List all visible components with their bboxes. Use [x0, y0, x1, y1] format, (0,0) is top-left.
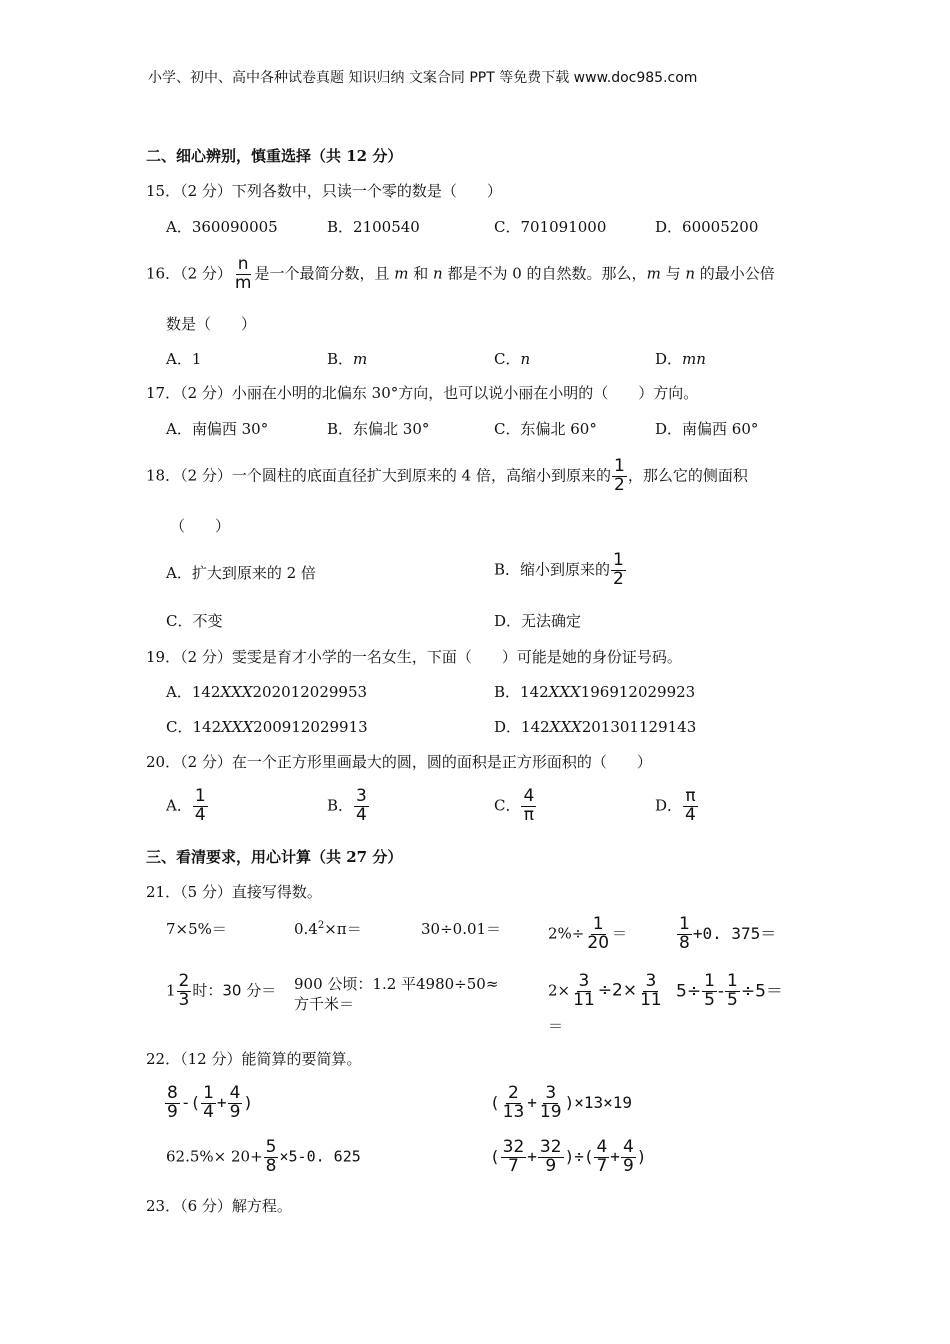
numerator: 1	[679, 914, 690, 934]
expr-text: )	[243, 1092, 254, 1112]
fraction	[611, 552, 626, 589]
denominator: 9	[167, 1101, 178, 1122]
question-18-stem	[146, 458, 748, 495]
question-19-stem: 19．（2 分）雯雯是育才小学的一名女生，下面（ ）可能是她的身份证号码。	[146, 648, 682, 666]
numerator: 1	[203, 1083, 214, 1103]
option-a: A．南偏西 30°	[166, 420, 269, 438]
expr-text: +	[216, 1092, 227, 1112]
option-b	[327, 788, 370, 825]
expr-text: 5÷	[676, 981, 702, 1002]
numerator: π	[685, 786, 696, 806]
numerator: n	[237, 254, 249, 274]
fraction	[177, 973, 192, 1010]
expr-text: 1	[166, 981, 176, 1000]
expression: ＝	[548, 1017, 564, 1035]
question-16-stem	[146, 256, 775, 293]
fraction	[354, 788, 369, 825]
option-b	[494, 552, 627, 589]
question-20-stem: 20．（2 分）在一个正方形里画最大的圆，圆的面积是正方形面积的（ ）	[146, 753, 652, 771]
stem-text: 与	[660, 264, 686, 283]
fraction	[538, 1139, 564, 1176]
option-text: D．142	[494, 718, 550, 736]
expr-text: +0. 375＝	[692, 923, 777, 943]
option-label: D．	[655, 796, 683, 815]
fraction	[228, 1085, 243, 1122]
denominator: 5	[704, 989, 715, 1010]
expr-text: )×13×19	[564, 1092, 632, 1112]
question-23-stem: 23．（6 分）解方程。	[146, 1197, 292, 1215]
numerator: 8	[167, 1083, 178, 1103]
option-a	[166, 683, 367, 701]
expression	[166, 973, 276, 1010]
expr-text: +	[527, 1146, 537, 1166]
option-text: 196912029923	[580, 683, 696, 701]
question-16-stem-line2: 数是（ ）	[166, 315, 257, 333]
numerator: 2	[508, 1083, 519, 1103]
denominator: 3	[178, 989, 190, 1010]
exponent: 2	[317, 920, 325, 931]
expr-text: ÷5＝	[740, 981, 783, 1002]
option-text: XXX	[221, 718, 254, 736]
numerator: 1	[613, 550, 624, 570]
expression	[548, 973, 665, 1010]
numerator: 32	[502, 1137, 525, 1157]
expression	[164, 1085, 253, 1122]
question-15-stem: 15．（2 分）下列各数中，只读一个零的数是（ ）	[146, 182, 502, 200]
expr-text: -(	[180, 1092, 201, 1112]
numerator: 4	[596, 1137, 608, 1157]
expression	[548, 916, 627, 953]
var-n: n	[685, 264, 696, 283]
option-label: D．	[655, 350, 683, 368]
expression: 方千米＝	[294, 995, 355, 1013]
option-text: 200912029913	[253, 718, 368, 736]
numerator: 2	[178, 971, 190, 991]
denominator: 11	[640, 989, 662, 1010]
expression: 900 公顷：1.2 平	[294, 975, 417, 993]
option-b	[494, 683, 695, 701]
numerator: 4	[523, 786, 535, 806]
denominator: 9	[622, 1155, 634, 1176]
option-text: A．142	[166, 683, 221, 701]
option-d: D．无法确定	[494, 612, 582, 630]
fraction	[501, 1085, 527, 1122]
expr-text: )	[636, 1146, 647, 1166]
expr-text: 时：30 分＝	[192, 981, 277, 1000]
option-text: C．142	[166, 718, 222, 736]
option-d: D．60005200	[655, 218, 759, 236]
denominator: 8	[265, 1155, 277, 1176]
denominator: 4	[203, 1101, 214, 1122]
option-label: C．	[494, 350, 521, 368]
numerator: 3	[356, 786, 367, 806]
numerator: 1	[727, 971, 738, 991]
stem-text: 和	[408, 264, 434, 283]
expression: 30÷0.01＝	[421, 920, 502, 938]
expr-text: 62.5%× 20+	[166, 1147, 263, 1166]
fraction	[585, 916, 611, 953]
option-d	[494, 718, 696, 736]
option-text: 202012029953	[252, 683, 368, 701]
option-text: XXX	[220, 683, 253, 701]
denominator: 4	[356, 804, 367, 825]
fraction	[501, 1139, 527, 1176]
fraction	[621, 1139, 636, 1176]
expr-text: (	[490, 1146, 500, 1166]
denominator: 7	[508, 1155, 519, 1176]
denominator: 2	[613, 568, 624, 589]
denominator: 13	[502, 1101, 525, 1122]
fraction	[725, 973, 740, 1010]
option-a: A．360090005	[166, 218, 278, 236]
expression: 7×5%＝	[166, 920, 227, 938]
option-label: C．	[494, 796, 521, 815]
expr-text: ÷2×	[597, 980, 638, 1001]
expr-text: ＝	[612, 924, 628, 943]
expression: 4980÷50≈	[416, 975, 499, 993]
fraction	[638, 973, 664, 1010]
stem-text: 18．（2 分）一个圆柱的底面直径扩大到原来的 4 倍，高缩小到原来的	[146, 466, 611, 485]
fraction	[201, 1085, 216, 1122]
expression	[166, 1139, 361, 1176]
stem-text: 都是不为 0 的自然数。那么，	[442, 264, 647, 283]
expr-text: +	[610, 1146, 620, 1166]
numerator: 1	[613, 456, 625, 476]
fraction	[612, 458, 627, 495]
stem-text: ，那么它的侧面积	[627, 466, 748, 485]
expr-text: 2%÷	[548, 924, 585, 943]
denominator: 20	[587, 932, 610, 953]
numerator: 1	[194, 786, 206, 806]
expression	[490, 1085, 632, 1122]
option-text: XXX	[549, 718, 582, 736]
fraction	[538, 1085, 564, 1122]
expr-text: -	[717, 981, 725, 1002]
expression	[490, 1139, 646, 1176]
option-c: C．701091000	[494, 218, 607, 236]
option-label: B．	[327, 796, 354, 815]
option-label: B．	[327, 350, 354, 368]
option-b: B．东偏北 30°	[327, 420, 430, 438]
option-text: XXX	[548, 683, 581, 701]
denominator: 8	[679, 932, 690, 953]
denominator: 4	[194, 804, 206, 825]
option-c	[494, 788, 537, 825]
option-d: D．南偏西 60°	[655, 420, 759, 438]
numerator: 4	[622, 1137, 634, 1157]
denominator: 2	[613, 474, 625, 495]
option-a: A．1	[166, 350, 202, 368]
fraction	[594, 1139, 609, 1176]
expr-text: )÷(	[564, 1146, 594, 1166]
question-17-stem: 17．（2 分）小丽在小明的北偏东 30°方向，也可以说小丽在小明的（ ）方向。	[146, 384, 699, 402]
fraction	[233, 256, 254, 293]
fraction	[193, 788, 208, 825]
option-value: mn	[682, 350, 706, 368]
page-header: 小学、初中、高中各种试卷真题 知识归纳 文案合同 PPT 等免费下载 www.doc985.com	[148, 70, 698, 86]
expr-text: ×5-0. 625	[279, 1147, 361, 1166]
var-n: n	[433, 264, 443, 283]
option-a: A．扩大到原来的 2 倍	[166, 564, 316, 582]
expr-text: (	[490, 1092, 500, 1112]
numerator: 3	[578, 971, 590, 991]
option-label: A．	[166, 796, 192, 815]
option-text: B．142	[494, 683, 549, 701]
option-c: C．不变	[166, 612, 223, 630]
option-d	[655, 350, 706, 368]
fraction	[683, 788, 698, 825]
stem-text: 是一个最简分数，且	[254, 264, 395, 283]
expression	[676, 973, 783, 1010]
denominator: 11	[573, 989, 595, 1010]
fraction	[571, 973, 597, 1010]
section-title: 三、看清要求，用心计算（共 27 分）	[146, 848, 403, 866]
denominator: m	[234, 272, 252, 293]
option-b: B．2100540	[327, 218, 420, 236]
option-text: 201301129143	[581, 718, 697, 736]
denominator: 4	[685, 804, 696, 825]
expression	[676, 916, 776, 953]
question-18-stem-line2: （ ）	[170, 517, 231, 535]
numerator: 5	[265, 1137, 277, 1157]
fraction	[702, 973, 717, 1010]
denominator: 9	[229, 1101, 241, 1122]
var-m: m	[394, 264, 409, 283]
option-a	[166, 788, 209, 825]
option-value: m	[353, 350, 368, 368]
expr-text: +	[527, 1092, 537, 1112]
question-21-stem: 21．（5 分）直接写得数。	[146, 883, 322, 901]
option-d	[655, 788, 699, 825]
section-title: 二、细心辨别，慎重选择（共 12 分）	[146, 147, 403, 165]
expr-text: ×π＝	[324, 920, 362, 938]
expr-text: 0.4	[294, 920, 318, 938]
expr-text: 2×	[548, 981, 571, 1000]
numerator: 1	[592, 914, 604, 934]
numerator: 3	[645, 971, 657, 991]
option-c	[494, 350, 530, 368]
numerator: 4	[229, 1083, 241, 1103]
option-value: n	[520, 350, 531, 368]
fraction	[264, 1139, 279, 1176]
denominator: 5	[727, 989, 738, 1010]
option-c: C．东偏北 60°	[494, 420, 597, 438]
var-m: m	[646, 264, 661, 283]
option-text: B．缩小到原来的	[494, 560, 611, 579]
numerator: 1	[704, 971, 715, 991]
fraction	[165, 1085, 180, 1122]
question-22-stem: 22．（12 分）能简算的要简算。	[146, 1050, 362, 1068]
numerator: 3	[545, 1083, 557, 1103]
denominator: π	[523, 804, 535, 825]
fraction	[677, 916, 692, 953]
expression	[294, 920, 362, 938]
denominator: 7	[596, 1155, 608, 1176]
denominator: 19	[539, 1101, 562, 1122]
denominator: 9	[545, 1155, 557, 1176]
option-c	[166, 718, 368, 736]
fraction	[521, 788, 536, 825]
option-b	[327, 350, 367, 368]
stem-text: 的最小公倍	[695, 264, 775, 283]
numerator: 32	[539, 1137, 562, 1157]
question-number: 16．（2 分）	[146, 264, 232, 283]
